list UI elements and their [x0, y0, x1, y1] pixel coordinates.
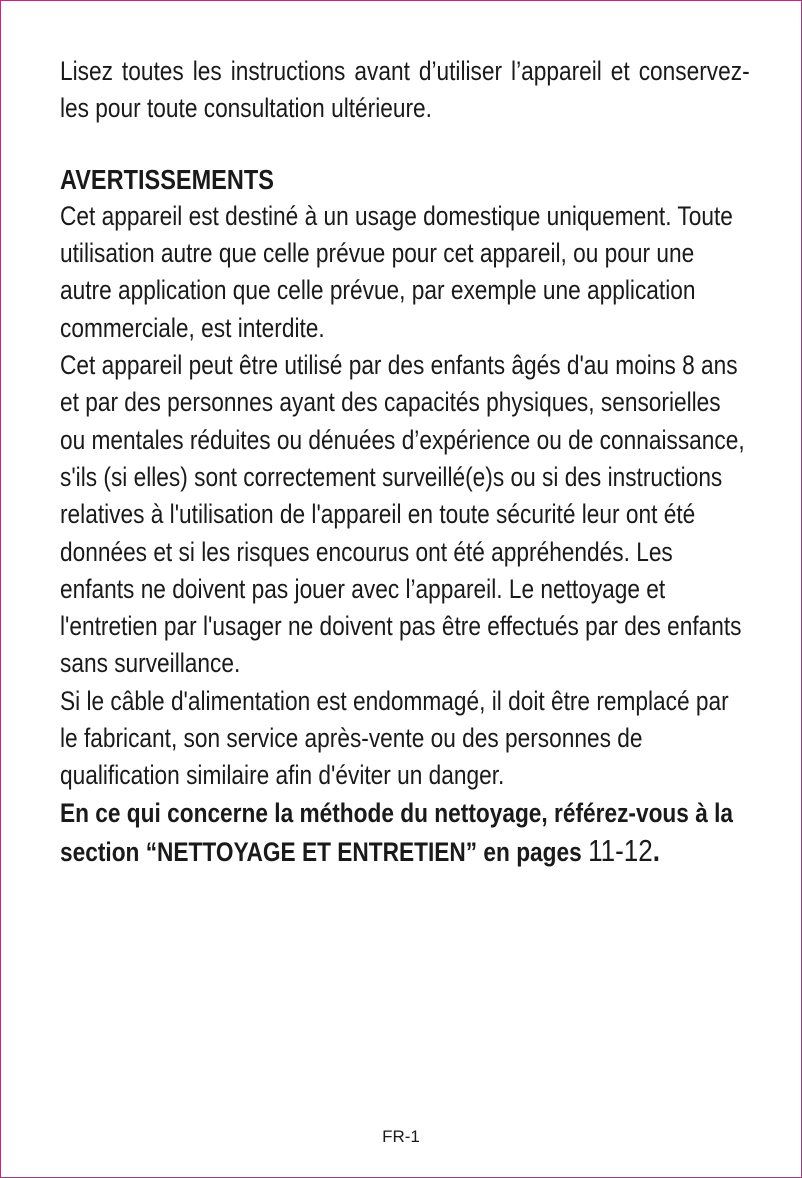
cleaning-note-period: . — [652, 832, 660, 868]
cleaning-note — [60, 795, 750, 872]
warning-children-paragraph: Cet appareil peut être utilisé par des enfants âgés d'au moins 8 ans et par des personnes ayant des capacités physiques, sensorielles ou mentales réduites ou dénuées d’expérience ou de connaissance, s'ils (si elles) sont correctement surveillé(e)s ou si des instructions relatives à l'utilisation de l'appareil en toute sécurité leur ont été données et si les risques encourus ont été appréhendés. Les enfants ne doivent pas jouer avec l’appareil. Le nettoyage et l'entretien par l'usager ne doivent pas être effectués par des enfants sans surveillance. — [60, 350, 745, 679]
warning-cable-paragraph: Si le câble d'alimentation est endommagé, il doit être remplacé par le fabricant, son service après-vente ou des personnes de qualification similaire afin d'éviter un danger. — [60, 685, 729, 791]
page-number: FR-1 — [382, 1127, 420, 1146]
warning-usage-paragraph: Cet appareil est destiné à un usage domestique uniquement. Toute utilisation autre que celle prévue pour cet appareil, ou pour une autre application que celle prévue, par exemple une application commerciale, est interdite. — [60, 200, 733, 343]
cleaning-note-text: En ce qui concerne la méthode du nettoyage, référez-vous à la section “NETTOYAGE ET ENTRETIEN” en pages — [60, 797, 734, 867]
page-content — [60, 53, 750, 871]
warnings-heading: AVERTISSEMENTS — [60, 163, 274, 195]
cleaning-note-pages: 11-12 — [588, 832, 653, 868]
intro-text: Lisez toutes les instructions avant d’utiliser l’appareil et conservez-les pour toute consultation ultérieure. — [60, 56, 750, 124]
